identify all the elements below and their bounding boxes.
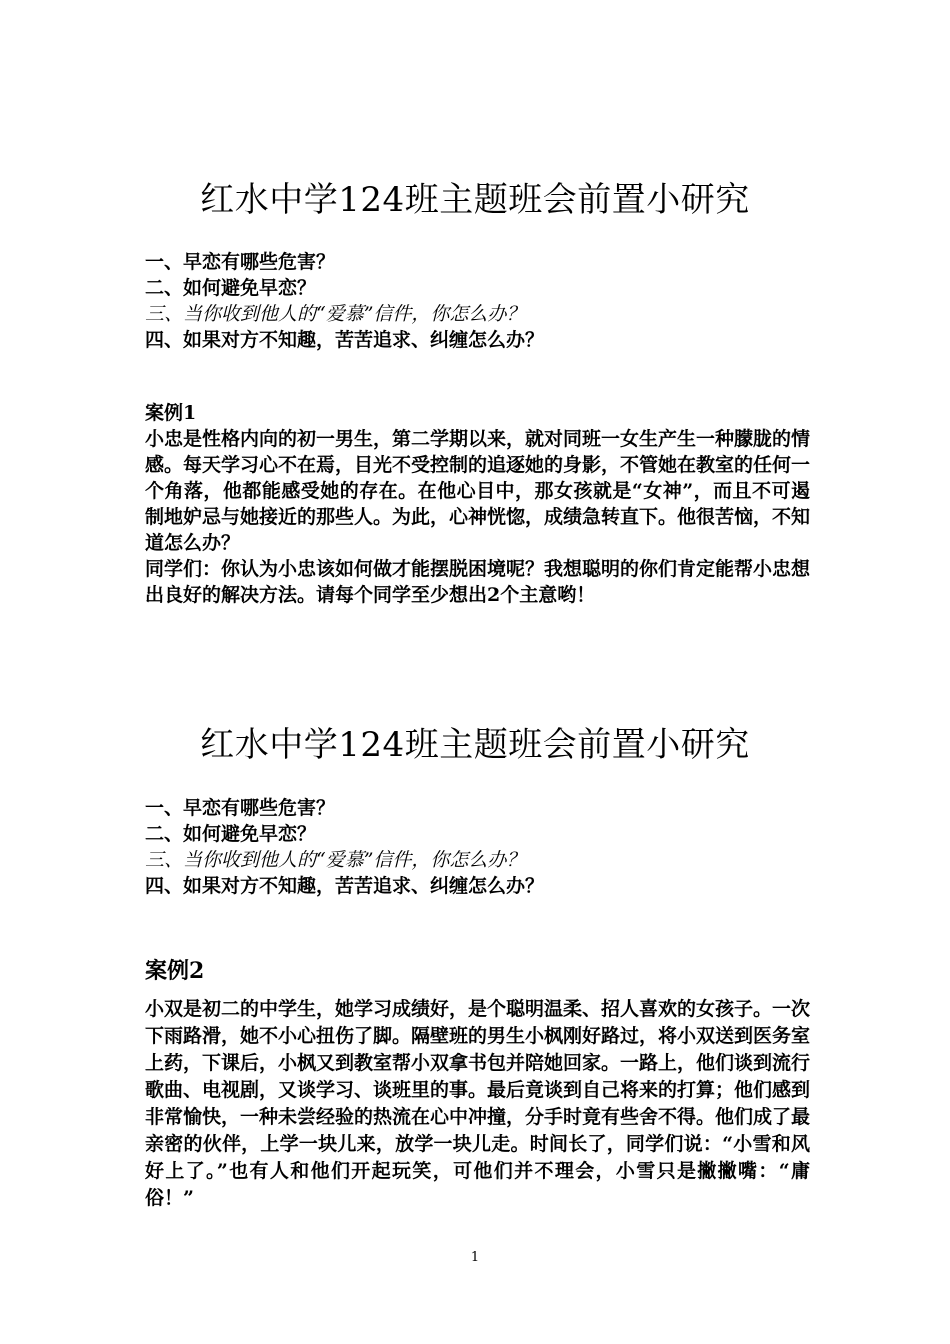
block2-case-body [145, 996, 810, 1212]
block2-case [145, 956, 810, 986]
block2-questions [145, 795, 810, 899]
block1-case-paragraph-2: 同学们：你认为小忠该如何做才能摆脱困境呢？我想聪明的你们肯定能帮小忠想出良好的解决方法。请每个同学至少想出2个主意哟！ [145, 558, 811, 606]
block1-case-paragraph-1: 小忠是性格内向的初一男生，第二学期以来，就对同班一女生产生一种朦胧的情感。每天学习心不在焉，目光不受控制的追逐她的身影，不管她在教室的任何一个角落，他都能感受她的存在。在他心目中，那女孩就是“女神”，而且不可遏制地妒忌与她接近的那些人。为此，心神恍惚，成绩急转直下。他很苦恼，不知道怎么办？ [145, 428, 811, 554]
block2-title: 红水中学124班主题班会前置小研究 [200, 725, 750, 765]
block1-question-4: 四、如果对方不知趣，苦苦追求、纠缠怎么办？ [145, 329, 545, 351]
block1-question-2: 二、如何避免早恋？ [145, 277, 317, 299]
block2-question-1: 一、早恋有哪些危害？ [145, 797, 336, 819]
block1-question-3: 三、当你收到他人的“爱慕”信件，你怎么办？ [145, 303, 526, 325]
block2-question-3: 三、当你收到他人的“爱慕”信件，你怎么办？ [145, 849, 526, 871]
block1-case [145, 400, 810, 608]
block2-case-paragraph-1: 小双是初二的中学生，她学习成绩好，是个聪明温柔、招人喜欢的女孩子。一次下雨路滑，她不小心扭伤了脚。隔壁班的男生小枫刚好路过，将小双送到医务室上药，下课后，小枫又到教室帮小双拿书包并陪她回家。一路上，他们谈到流行歌曲、电视剧，又谈学习、谈班里的事。最后竟谈到自己将来的打算；他们感到非常愉快，一种未尝经验的热流在心中冲撞，分手时竟有些舍不得。他们成了最亲密的伙伴，上学一块儿来，放学一块儿走。时间长了，同学们说：“小雪和风好上了。”也有人和他们开起玩笑，可他们并不理会，小雪只是撇撇嘴：“庸俗！” [145, 998, 811, 1209]
block2-question-4: 四、如果对方不知趣，苦苦追求、纠缠怎么办？ [145, 875, 545, 897]
block1-questions [145, 249, 810, 353]
block2-question-2: 二、如何避免早恋？ [145, 823, 317, 845]
page-number: 1 [470, 1250, 480, 1265]
block1-case-heading: 案例1 [145, 402, 197, 424]
block1-question-1: 一、早恋有哪些危害？ [145, 251, 336, 273]
block2-case-heading: 案例2 [145, 958, 205, 984]
block1-title: 红水中学124班主题班会前置小研究 [200, 180, 750, 220]
